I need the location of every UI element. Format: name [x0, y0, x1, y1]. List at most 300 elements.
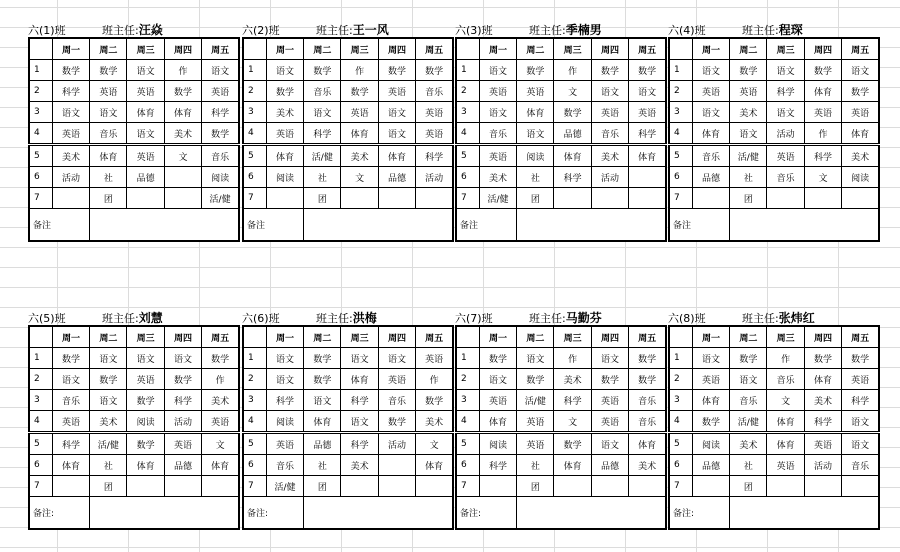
subject-cell[interactable]: 活动 — [804, 455, 841, 476]
subject-cell[interactable]: 音乐 — [378, 390, 415, 411]
subject-cell[interactable]: 作 — [341, 60, 378, 81]
subject-cell[interactable]: 体育 — [804, 81, 841, 102]
subject-cell[interactable]: 团 — [304, 476, 341, 497]
subject-cell[interactable]: 美术 — [730, 102, 767, 123]
subject-cell[interactable]: 语文 — [127, 123, 164, 145]
subject-cell[interactable]: 英语 — [127, 81, 164, 102]
subject-cell[interactable] — [416, 188, 453, 209]
schedule-table — [242, 325, 454, 530]
subject-cell[interactable]: 数学 — [202, 123, 239, 145]
note-field[interactable] — [90, 209, 239, 242]
subject-cell[interactable]: 美术 — [554, 369, 591, 390]
subject-cell[interactable]: 体育 — [842, 123, 879, 145]
subject-cell[interactable]: 英语 — [341, 102, 378, 123]
subject-cell[interactable]: 英语 — [591, 390, 628, 411]
teacher-name: 马勤芬 — [565, 311, 602, 325]
subject-cell[interactable]: 音乐 — [304, 81, 341, 102]
subject-cell[interactable]: 社 — [730, 167, 767, 188]
subject-cell[interactable]: 体育 — [127, 455, 164, 476]
subject-cell[interactable] — [341, 188, 378, 209]
subject-cell[interactable]: 科学 — [804, 145, 841, 167]
subject-cell[interactable]: 语文 — [90, 390, 127, 411]
subject-cell[interactable]: 科学 — [202, 102, 239, 123]
subject-cell[interactable]: 数学 — [164, 369, 201, 390]
subject-cell[interactable]: 数学 — [304, 369, 341, 390]
subject-cell[interactable] — [692, 188, 729, 209]
period-number: 3 — [669, 102, 692, 123]
subject-cell[interactable]: 数学 — [416, 390, 453, 411]
subject-cell[interactable]: 美术 — [629, 455, 666, 476]
subject-cell[interactable]: 英语 — [127, 369, 164, 390]
subject-cell[interactable]: 文 — [767, 390, 804, 411]
subject-cell[interactable]: 美术 — [266, 102, 303, 123]
subject-cell[interactable]: 数学 — [479, 348, 516, 369]
subject-cell[interactable]: 活/健 — [266, 476, 303, 497]
subject-cell[interactable]: 语文 — [479, 369, 516, 390]
subject-cell[interactable]: 音乐 — [266, 455, 303, 476]
subject-cell[interactable] — [378, 476, 415, 497]
subject-cell[interactable] — [164, 167, 201, 188]
subject-cell[interactable]: 社 — [90, 455, 127, 476]
subject-cell[interactable]: 体育 — [266, 145, 303, 167]
subject-cell[interactable]: 品德 — [127, 167, 164, 188]
subject-cell[interactable]: 英语 — [202, 81, 239, 102]
subject-cell[interactable]: 英语 — [52, 411, 89, 433]
subject-cell[interactable]: 活/健 — [202, 188, 239, 209]
subject-cell[interactable]: 活动 — [416, 167, 453, 188]
subject-cell[interactable]: 英语 — [416, 348, 453, 369]
subject-cell[interactable]: 数学 — [804, 60, 841, 81]
note-field[interactable] — [90, 497, 239, 530]
subject-cell[interactable]: 科学 — [629, 123, 666, 145]
subject-cell[interactable]: 数学 — [730, 60, 767, 81]
subject-cell[interactable]: 音乐 — [416, 81, 453, 102]
subject-cell[interactable]: 科学 — [804, 411, 841, 433]
subject-cell[interactable] — [341, 476, 378, 497]
subject-cell[interactable]: 英语 — [416, 102, 453, 123]
subject-cell[interactable]: 语文 — [767, 102, 804, 123]
subject-cell[interactable]: 数学 — [629, 369, 666, 390]
subject-cell[interactable]: 音乐 — [90, 123, 127, 145]
subject-cell[interactable]: 英语 — [842, 369, 879, 390]
subject-cell[interactable]: 音乐 — [692, 145, 729, 167]
subject-cell[interactable]: 英语 — [591, 411, 628, 433]
subject-cell[interactable]: 语文 — [52, 369, 89, 390]
subject-cell[interactable]: 音乐 — [52, 390, 89, 411]
subject-cell[interactable] — [767, 476, 804, 497]
subject-cell[interactable] — [591, 476, 628, 497]
subject-cell[interactable]: 品德 — [378, 167, 415, 188]
subject-cell[interactable]: 语文 — [52, 102, 89, 123]
subject-cell[interactable]: 科学 — [266, 390, 303, 411]
subject-cell[interactable]: 科学 — [304, 123, 341, 145]
subject-cell[interactable]: 音乐 — [629, 411, 666, 433]
subject-cell[interactable]: 作 — [164, 60, 201, 81]
subject-cell[interactable]: 数学 — [591, 60, 628, 81]
subject-cell[interactable]: 美术 — [591, 145, 628, 167]
subject-cell[interactable]: 数学 — [202, 348, 239, 369]
subject-cell[interactable]: 体育 — [517, 102, 554, 123]
subject-cell[interactable]: 数学 — [692, 411, 729, 433]
subject-cell[interactable]: 团 — [517, 188, 554, 209]
subject-cell[interactable]: 美术 — [341, 455, 378, 476]
subject-cell[interactable]: 美术 — [730, 433, 767, 455]
subject-cell[interactable]: 品德 — [304, 433, 341, 455]
subject-cell[interactable]: 英语 — [202, 411, 239, 433]
subject-cell[interactable]: 科学 — [52, 81, 89, 102]
subject-cell[interactable]: 语文 — [304, 390, 341, 411]
note-label: 备注: — [456, 497, 517, 530]
subject-cell[interactable]: 英语 — [804, 433, 841, 455]
subject-cell[interactable]: 文 — [202, 433, 239, 455]
subject-cell[interactable]: 体育 — [692, 390, 729, 411]
subject-cell[interactable]: 英语 — [767, 455, 804, 476]
subject-cell[interactable]: 文 — [164, 145, 201, 167]
subject-cell[interactable]: 阅读 — [692, 433, 729, 455]
subject-cell[interactable]: 英语 — [90, 81, 127, 102]
subject-cell[interactable] — [202, 476, 239, 497]
subject-cell[interactable]: 活/健 — [90, 433, 127, 455]
subject-cell[interactable] — [842, 476, 879, 497]
subject-cell[interactable] — [479, 476, 516, 497]
subject-cell[interactable]: 数学 — [842, 81, 879, 102]
subject-cell[interactable]: 美术 — [842, 145, 879, 167]
note-field[interactable] — [517, 209, 666, 242]
subject-cell[interactable]: 语文 — [767, 60, 804, 81]
subject-cell[interactable] — [842, 188, 879, 209]
subject-cell[interactable]: 英语 — [517, 81, 554, 102]
subject-cell[interactable]: 社 — [730, 455, 767, 476]
subject-cell[interactable]: 团 — [90, 476, 127, 497]
subject-cell[interactable]: 英语 — [517, 433, 554, 455]
subject-cell[interactable] — [52, 476, 89, 497]
subject-cell[interactable]: 英语 — [692, 81, 729, 102]
period-row — [243, 476, 453, 497]
subject-cell[interactable]: 活/健 — [517, 390, 554, 411]
subject-cell[interactable]: 活/健 — [730, 411, 767, 433]
subject-cell[interactable]: 体育 — [767, 433, 804, 455]
subject-cell[interactable] — [692, 476, 729, 497]
note-field[interactable] — [517, 497, 666, 530]
subject-cell[interactable]: 活/健 — [730, 145, 767, 167]
subject-cell[interactable]: 英语 — [266, 433, 303, 455]
subject-cell[interactable]: 英语 — [127, 145, 164, 167]
subject-cell[interactable]: 体育 — [127, 102, 164, 123]
subject-cell[interactable]: 数学 — [629, 60, 666, 81]
subject-cell[interactable]: 美术 — [341, 145, 378, 167]
subject-cell[interactable]: 作 — [554, 348, 591, 369]
subject-cell[interactable]: 语文 — [730, 123, 767, 145]
subject-cell[interactable]: 语文 — [842, 433, 879, 455]
subject-cell[interactable]: 文 — [804, 167, 841, 188]
subject-cell[interactable]: 美术 — [164, 123, 201, 145]
subject-cell[interactable]: 语文 — [591, 433, 628, 455]
subject-cell[interactable]: 数学 — [266, 81, 303, 102]
subject-cell[interactable]: 数学 — [517, 369, 554, 390]
subject-cell[interactable]: 体育 — [479, 411, 516, 433]
subject-cell[interactable] — [629, 476, 666, 497]
subject-cell[interactable]: 语文 — [517, 123, 554, 145]
subject-cell[interactable]: 数学 — [591, 369, 628, 390]
subject-cell[interactable]: 品德 — [164, 455, 201, 476]
subject-cell[interactable]: 语文 — [479, 60, 516, 81]
subject-cell[interactable]: 美术 — [52, 145, 89, 167]
subject-cell[interactable] — [378, 188, 415, 209]
subject-cell[interactable]: 英语 — [416, 123, 453, 145]
subject-cell[interactable]: 语文 — [692, 60, 729, 81]
subject-cell[interactable]: 体育 — [202, 455, 239, 476]
subject-cell[interactable]: 英语 — [591, 102, 628, 123]
subject-cell[interactable]: 语文 — [517, 348, 554, 369]
subject-cell[interactable]: 作 — [804, 123, 841, 145]
subject-cell[interactable]: 语文 — [842, 411, 879, 433]
subject-cell[interactable]: 作 — [416, 369, 453, 390]
subject-cell[interactable]: 数学 — [52, 348, 89, 369]
note-field[interactable] — [730, 497, 879, 530]
subject-cell[interactable] — [591, 188, 628, 209]
subject-cell[interactable]: 科学 — [554, 390, 591, 411]
subject-cell[interactable]: 语文 — [341, 348, 378, 369]
subject-cell[interactable]: 科学 — [341, 433, 378, 455]
subject-cell[interactable]: 品德 — [692, 167, 729, 188]
subject-cell[interactable] — [629, 167, 666, 188]
subject-cell[interactable] — [266, 188, 303, 209]
subject-cell[interactable]: 团 — [304, 188, 341, 209]
subject-cell[interactable]: 音乐 — [202, 145, 239, 167]
subject-cell[interactable] — [127, 188, 164, 209]
subject-cell[interactable]: 数学 — [842, 348, 879, 369]
subject-cell[interactable]: 科学 — [479, 455, 516, 476]
subject-cell[interactable]: 数学 — [416, 60, 453, 81]
subject-cell[interactable]: 体育 — [52, 455, 89, 476]
subject-cell[interactable]: 英语 — [629, 102, 666, 123]
subject-cell[interactable]: 语文 — [378, 123, 415, 145]
subject-cell[interactable]: 文 — [416, 433, 453, 455]
subject-cell[interactable]: 品德 — [591, 455, 628, 476]
subject-cell[interactable]: 美术 — [804, 390, 841, 411]
subject-cell[interactable] — [164, 188, 201, 209]
subject-cell[interactable]: 活动 — [378, 433, 415, 455]
subject-cell[interactable] — [378, 455, 415, 476]
subject-cell[interactable]: 数学 — [554, 433, 591, 455]
subject-cell[interactable] — [127, 476, 164, 497]
subject-cell[interactable]: 语文 — [202, 60, 239, 81]
subject-cell[interactable] — [804, 188, 841, 209]
subject-cell[interactable] — [554, 476, 591, 497]
subject-cell[interactable]: 英语 — [378, 81, 415, 102]
subject-cell[interactable]: 体育 — [341, 123, 378, 145]
period-number: 4 — [456, 123, 479, 145]
subject-cell[interactable]: 体育 — [304, 411, 341, 433]
subject-cell[interactable]: 阅读 — [479, 433, 516, 455]
subject-cell[interactable]: 体育 — [692, 123, 729, 145]
subject-cell[interactable]: 阅读 — [127, 411, 164, 433]
subject-cell[interactable]: 社 — [304, 167, 341, 188]
subject-cell[interactable] — [52, 188, 89, 209]
subject-cell[interactable]: 英语 — [730, 81, 767, 102]
subject-cell[interactable]: 英语 — [52, 123, 89, 145]
subject-cell[interactable]: 阅读 — [842, 167, 879, 188]
subject-cell[interactable]: 英语 — [164, 433, 201, 455]
subject-cell[interactable]: 英语 — [479, 81, 516, 102]
subject-cell[interactable]: 体育 — [767, 411, 804, 433]
subject-cell[interactable]: 语文 — [692, 348, 729, 369]
subject-cell[interactable]: 语文 — [730, 369, 767, 390]
subject-cell[interactable]: 音乐 — [591, 123, 628, 145]
subject-cell[interactable]: 社 — [517, 167, 554, 188]
subject-cell[interactable] — [804, 476, 841, 497]
subject-cell[interactable]: 品德 — [554, 123, 591, 145]
subject-cell[interactable]: 音乐 — [842, 455, 879, 476]
subject-cell[interactable]: 语文 — [378, 348, 415, 369]
subject-cell[interactable]: 语文 — [842, 60, 879, 81]
subject-cell[interactable]: 数学 — [90, 369, 127, 390]
subject-cell[interactable]: 作 — [554, 60, 591, 81]
subject-cell[interactable]: 科学 — [416, 145, 453, 167]
subject-cell[interactable]: 体育 — [554, 145, 591, 167]
subject-cell[interactable]: 体育 — [554, 455, 591, 476]
subject-cell[interactable]: 体育 — [378, 145, 415, 167]
subject-cell[interactable]: 阅读 — [266, 167, 303, 188]
subject-cell[interactable] — [554, 188, 591, 209]
homeroom-teacher — [102, 24, 163, 37]
subject-cell[interactable]: 数学 — [341, 81, 378, 102]
subject-cell[interactable]: 语文 — [90, 348, 127, 369]
subject-cell[interactable]: 数学 — [304, 348, 341, 369]
subject-cell[interactable]: 团 — [90, 188, 127, 209]
subject-cell[interactable]: 数学 — [127, 433, 164, 455]
subject-cell[interactable]: 社 — [517, 455, 554, 476]
subject-cell[interactable]: 音乐 — [479, 123, 516, 145]
subject-cell[interactable]: 语文 — [266, 369, 303, 390]
subject-cell[interactable]: 英语 — [804, 102, 841, 123]
subject-cell[interactable]: 数学 — [378, 60, 415, 81]
subject-cell[interactable]: 美术 — [202, 390, 239, 411]
subject-cell[interactable]: 英语 — [692, 369, 729, 390]
subject-cell[interactable]: 文 — [554, 81, 591, 102]
subject-cell[interactable]: 科学 — [164, 390, 201, 411]
teacher-label: 班主任: — [529, 312, 566, 325]
subject-cell[interactable]: 数学 — [304, 60, 341, 81]
subject-cell[interactable]: 品德 — [692, 455, 729, 476]
note-row — [29, 209, 239, 242]
subject-cell[interactable] — [767, 188, 804, 209]
subject-cell[interactable]: 体育 — [804, 369, 841, 390]
subject-cell[interactable]: 音乐 — [767, 167, 804, 188]
subject-cell[interactable]: 语文 — [90, 102, 127, 123]
subject-cell[interactable]: 数学 — [52, 60, 89, 81]
subject-cell[interactable]: 语文 — [127, 60, 164, 81]
subject-cell[interactable]: 作 — [202, 369, 239, 390]
subject-cell[interactable]: 科学 — [842, 390, 879, 411]
subject-cell[interactable]: 数学 — [730, 348, 767, 369]
subject-cell[interactable]: 科学 — [554, 167, 591, 188]
subject-cell[interactable]: 文 — [341, 167, 378, 188]
subject-cell[interactable] — [164, 476, 201, 497]
subject-cell[interactable]: 体育 — [629, 145, 666, 167]
subject-cell[interactable]: 科学 — [52, 433, 89, 455]
subject-cell[interactable]: 美术 — [90, 411, 127, 433]
subject-cell[interactable]: 数学 — [127, 390, 164, 411]
period-number: 1 — [669, 60, 692, 81]
subject-cell[interactable]: 文 — [554, 411, 591, 433]
subject-cell[interactable]: 美术 — [416, 411, 453, 433]
subject-cell[interactable]: 体育 — [90, 145, 127, 167]
subject-cell[interactable]: 数学 — [378, 411, 415, 433]
subject-cell[interactable]: 数学 — [629, 348, 666, 369]
subject-cell[interactable]: 活动 — [767, 123, 804, 145]
subject-cell[interactable]: 语文 — [629, 81, 666, 102]
subject-cell[interactable]: 团 — [517, 476, 554, 497]
subject-cell[interactable]: 语文 — [127, 348, 164, 369]
note-field[interactable] — [304, 497, 453, 530]
subject-cell[interactable]: 体育 — [629, 433, 666, 455]
subject-cell[interactable]: 语文 — [304, 102, 341, 123]
subject-cell[interactable]: 语文 — [692, 102, 729, 123]
subject-cell[interactable]: 团 — [730, 476, 767, 497]
subject-cell[interactable]: 活/健 — [479, 188, 516, 209]
subject-cell[interactable]: 阅读 — [202, 167, 239, 188]
subject-cell[interactable]: 团 — [730, 188, 767, 209]
subject-cell[interactable]: 语文 — [341, 411, 378, 433]
subject-cell[interactable]: 音乐 — [730, 390, 767, 411]
subject-cell[interactable]: 语文 — [266, 348, 303, 369]
subject-cell[interactable]: 美术 — [479, 167, 516, 188]
subject-cell[interactable]: 语文 — [591, 81, 628, 102]
subject-cell[interactable] — [629, 188, 666, 209]
period-row — [669, 102, 879, 123]
subject-cell[interactable]: 音乐 — [629, 390, 666, 411]
note-field[interactable] — [730, 209, 879, 242]
subject-cell[interactable]: 数学 — [164, 81, 201, 102]
subject-cell[interactable]: 社 — [304, 455, 341, 476]
subject-cell[interactable]: 语文 — [164, 348, 201, 369]
subject-cell[interactable]: 英语 — [517, 411, 554, 433]
subject-cell[interactable]: 活动 — [52, 167, 89, 188]
subject-cell[interactable]: 英语 — [479, 390, 516, 411]
subject-cell[interactable]: 科学 — [341, 390, 378, 411]
subject-cell[interactable]: 社 — [90, 167, 127, 188]
subject-cell[interactable]: 活/健 — [304, 145, 341, 167]
subject-cell[interactable]: 英语 — [842, 102, 879, 123]
subject-cell[interactable]: 体育 — [164, 102, 201, 123]
subject-cell[interactable]: 英语 — [378, 369, 415, 390]
subject-cell[interactable]: 活动 — [164, 411, 201, 433]
subject-cell[interactable]: 阅读 — [517, 145, 554, 167]
subject-cell[interactable]: 数学 — [517, 60, 554, 81]
subject-cell[interactable]: 作 — [767, 348, 804, 369]
note-field[interactable] — [304, 209, 453, 242]
subject-cell[interactable]: 英语 — [767, 145, 804, 167]
subject-cell[interactable]: 音乐 — [767, 369, 804, 390]
subject-cell[interactable]: 语文 — [266, 60, 303, 81]
subject-cell[interactable]: 活动 — [591, 167, 628, 188]
subject-cell[interactable]: 体育 — [416, 455, 453, 476]
subject-cell[interactable]: 阅读 — [266, 411, 303, 433]
subject-cell[interactable]: 科学 — [767, 81, 804, 102]
subject-cell[interactable]: 语文 — [479, 102, 516, 123]
subject-cell[interactable]: 体育 — [341, 369, 378, 390]
subject-cell[interactable]: 语文 — [378, 102, 415, 123]
subject-cell[interactable]: 英语 — [479, 145, 516, 167]
subject-cell[interactable]: 数学 — [554, 102, 591, 123]
subject-cell[interactable] — [416, 476, 453, 497]
subject-cell[interactable]: 数学 — [90, 60, 127, 81]
subject-cell[interactable]: 数学 — [804, 348, 841, 369]
weekday-header-row — [669, 38, 879, 60]
subject-cell[interactable]: 语文 — [591, 348, 628, 369]
subject-cell[interactable]: 英语 — [266, 123, 303, 145]
